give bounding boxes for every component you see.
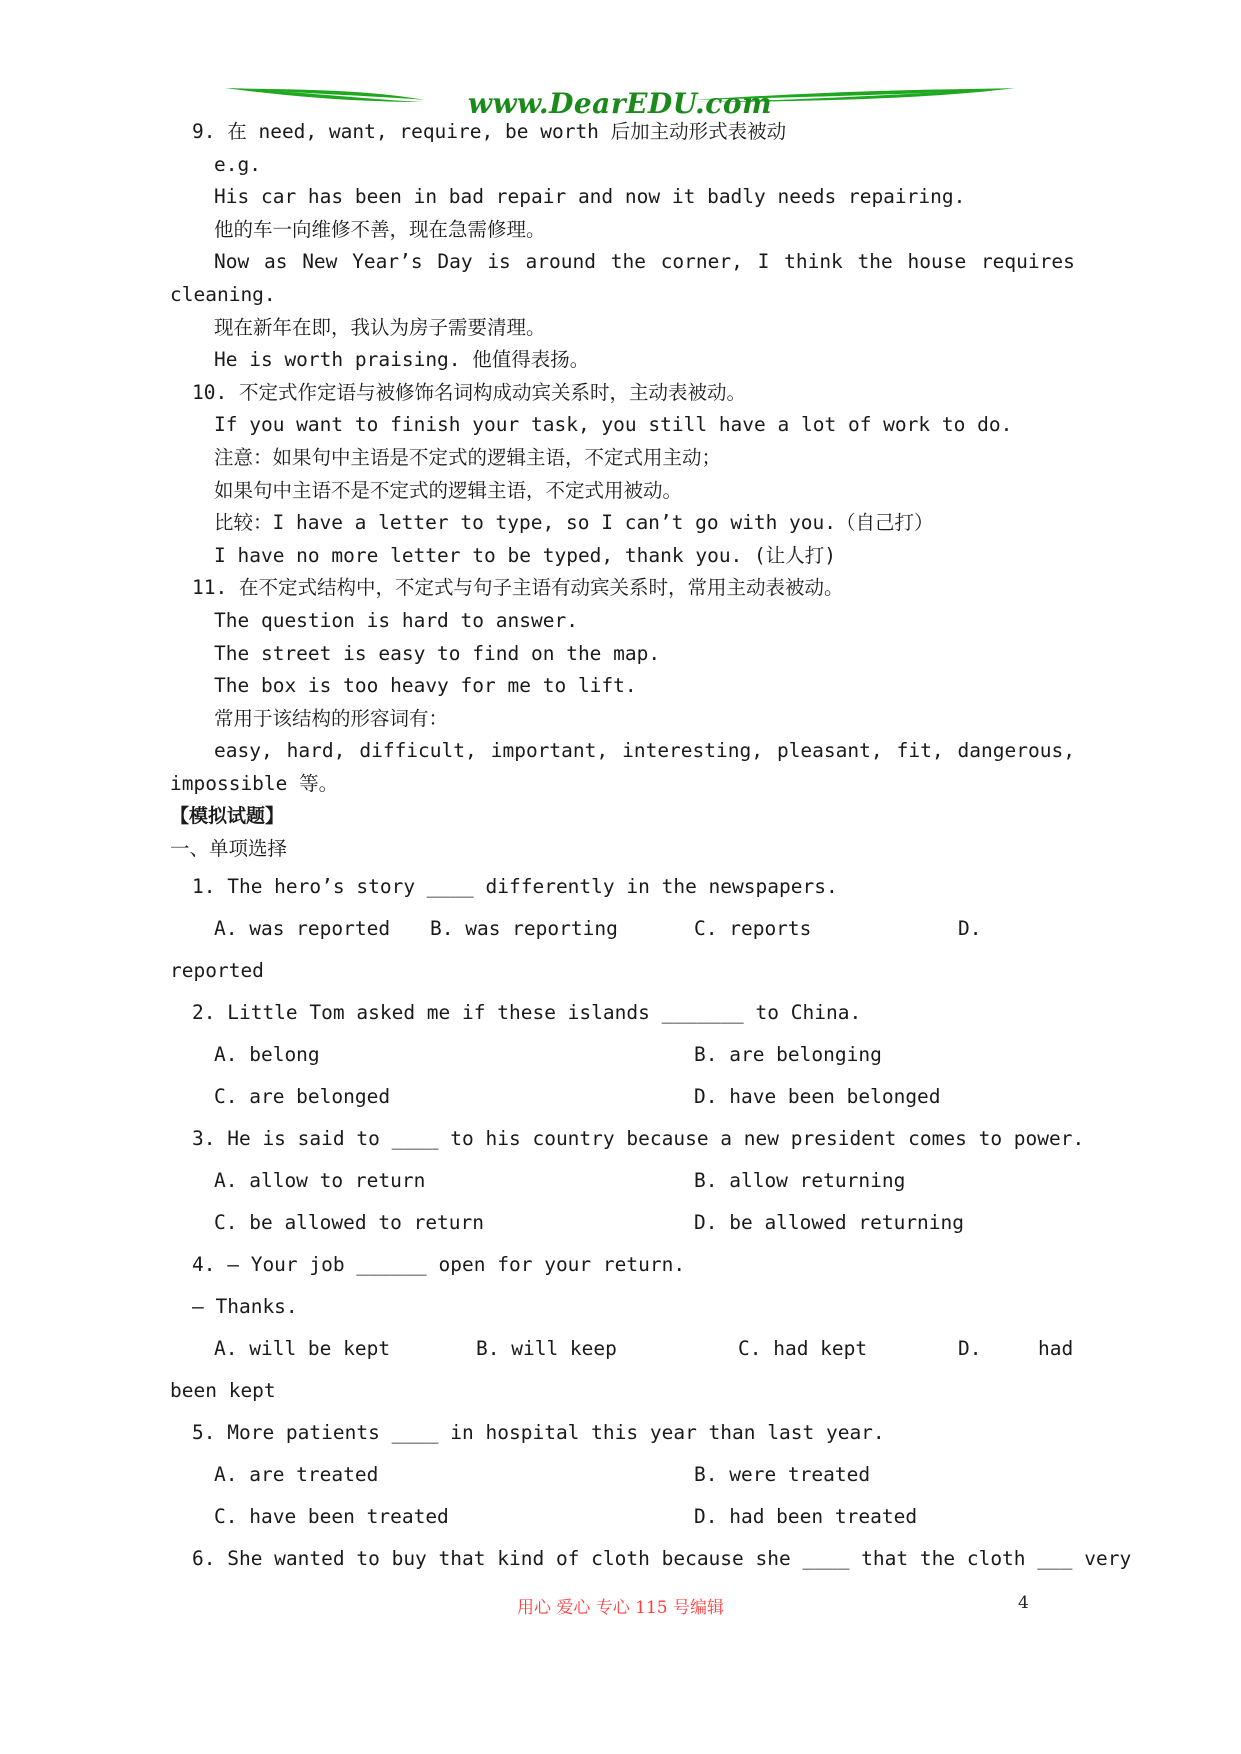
example-sentence: He is worth praising. 他值得表扬。 (214, 348, 590, 372)
adjective-list-continued: impossible 等。 (170, 771, 339, 795)
option-d: D. be allowed returning (694, 1210, 965, 1234)
page-footer (0, 1593, 1241, 1623)
word: hard, (286, 739, 346, 763)
word: is (487, 250, 511, 274)
example-label: e.g. (214, 152, 261, 176)
option-b: B. allow returning (694, 1168, 906, 1192)
example-sentence: His car has been in bad repair and now it badly needs repairing. (214, 185, 966, 209)
option-d-continued: been kept (170, 1378, 276, 1402)
option-b: B. were treated (694, 1462, 871, 1486)
example-sentence-justified (170, 246, 1075, 279)
example-sentence: The question is hard to answer. (214, 608, 578, 632)
word: requires (980, 250, 1075, 274)
word: New (302, 250, 338, 274)
section-title: 【模拟试题】 (170, 805, 285, 828)
question-4-stem: 4. — Your job ______ open for your return. (192, 1252, 686, 1276)
option-a: A. was reported (214, 916, 391, 940)
document-body (170, 116, 1132, 1580)
rule-11-heading: 11. 在不定式结构中，不定式与句子主语有动宾关系时，常用主动表被动。 (192, 576, 844, 600)
question-2-options-row2 (170, 1076, 1075, 1118)
site-logo-text: www.DearEDU.com (467, 87, 773, 120)
comparison-line: 比较：I have a letter to type, so I can’t go with you.（自己打） (214, 511, 934, 535)
question-3-options-row2 (170, 1202, 1075, 1244)
option-b: B. will keep (476, 1336, 617, 1360)
word: think (784, 250, 843, 274)
rule-9-heading: 9. 在 need, want, require, be worth 后加主动形式表被动 (192, 120, 787, 143)
word: I (757, 250, 770, 274)
option-a: A. are treated (214, 1462, 379, 1486)
word: around (525, 250, 596, 274)
word: dangerous, (957, 739, 1075, 763)
question-3-options-row1 (170, 1160, 1075, 1202)
example-sentence-continued: cleaning. (170, 282, 276, 306)
option-c: C. are belonged (214, 1084, 391, 1108)
word: house (907, 250, 967, 274)
question-1-options (170, 908, 1075, 950)
example-sentence: If you want to finish your task, you still have a lot of work to do. (214, 413, 1013, 437)
option-c: C. had kept (738, 1336, 868, 1360)
option-d-continued: reported (170, 958, 264, 982)
word: Year’s (352, 250, 423, 274)
question-2-options-row1 (170, 1034, 1075, 1076)
page-number: 4 (1018, 1593, 1029, 1613)
question-4-options (170, 1328, 1075, 1370)
word: important, (490, 739, 609, 763)
word: the (857, 250, 893, 274)
word: corner, (660, 250, 743, 274)
question-5-stem: 5. More patients ____ in hospital this year than last year. (192, 1420, 885, 1444)
word: Now (214, 250, 250, 274)
word: interesting, (622, 739, 763, 763)
question-5-options-row2 (170, 1496, 1075, 1538)
option-d-text: had (1038, 1336, 1074, 1360)
adjective-list-intro: 常用于该结构的形容词有： (214, 706, 449, 730)
footer-text: 用心 爱心 专心 115 号编辑 (516, 1598, 725, 1618)
option-b: B. are belonging (694, 1042, 882, 1066)
note-line: 如果句中主语不是不定式的逻辑主语，不定式用被动。 (214, 478, 683, 502)
question-3-stem: 3. He is said to ____ to his country because a new president comes to power. (192, 1126, 1085, 1150)
word: easy, (214, 739, 273, 763)
word: fit, (896, 739, 944, 763)
question-4-reply: — Thanks. (192, 1294, 298, 1318)
comparison-line: I have no more letter to be typed, thank you. (让人打) (214, 543, 837, 567)
word: Day (437, 250, 473, 274)
option-d: D. had been treated (694, 1504, 918, 1528)
note-line: 注意：如果句中主语是不定式的逻辑主语，不定式用主动； (214, 445, 722, 469)
option-d: D. have been belonged (694, 1084, 941, 1108)
word: the (610, 250, 646, 274)
adjective-list-justified (170, 735, 1075, 768)
option-a: A. will be kept (214, 1336, 391, 1360)
example-sentence: The box is too heavy for me to lift. (214, 674, 637, 698)
rule-10-heading: 10. 不定式作定语与被修饰名词构成动宾关系时，主动表被动。 (192, 380, 746, 404)
word: pleasant, (776, 739, 883, 763)
option-b: B. was reporting (430, 916, 618, 940)
question-2-stem: 2. Little Tom asked me if these islands _______ to China. (192, 1000, 862, 1024)
question-1-stem: 1. The hero’s story ____ differently in the newspapers. (192, 874, 838, 898)
option-a: A. allow to return (214, 1168, 426, 1192)
option-c: C. have been treated (214, 1504, 449, 1528)
option-c: C. reports (694, 916, 812, 940)
option-d: D. (958, 916, 982, 940)
word: as (263, 250, 288, 274)
option-a: A. belong (214, 1042, 320, 1066)
section-subtitle: 一、单项选择 (170, 837, 288, 861)
example-translation: 他的车一向维修不善，现在急需修理。 (214, 217, 546, 241)
example-sentence: The street is easy to find on the map. (214, 641, 661, 665)
option-c: C. be allowed to return (214, 1210, 485, 1234)
example-translation: 现在新年在即，我认为房子需要清理。 (214, 315, 546, 339)
option-d: D. (958, 1336, 982, 1360)
question-5-options-row1 (170, 1454, 1075, 1496)
question-6-stem: 6. She wanted to buy that kind of cloth because she ____ that the cloth ___ very (192, 1546, 1132, 1570)
word: difficult, (359, 739, 477, 763)
